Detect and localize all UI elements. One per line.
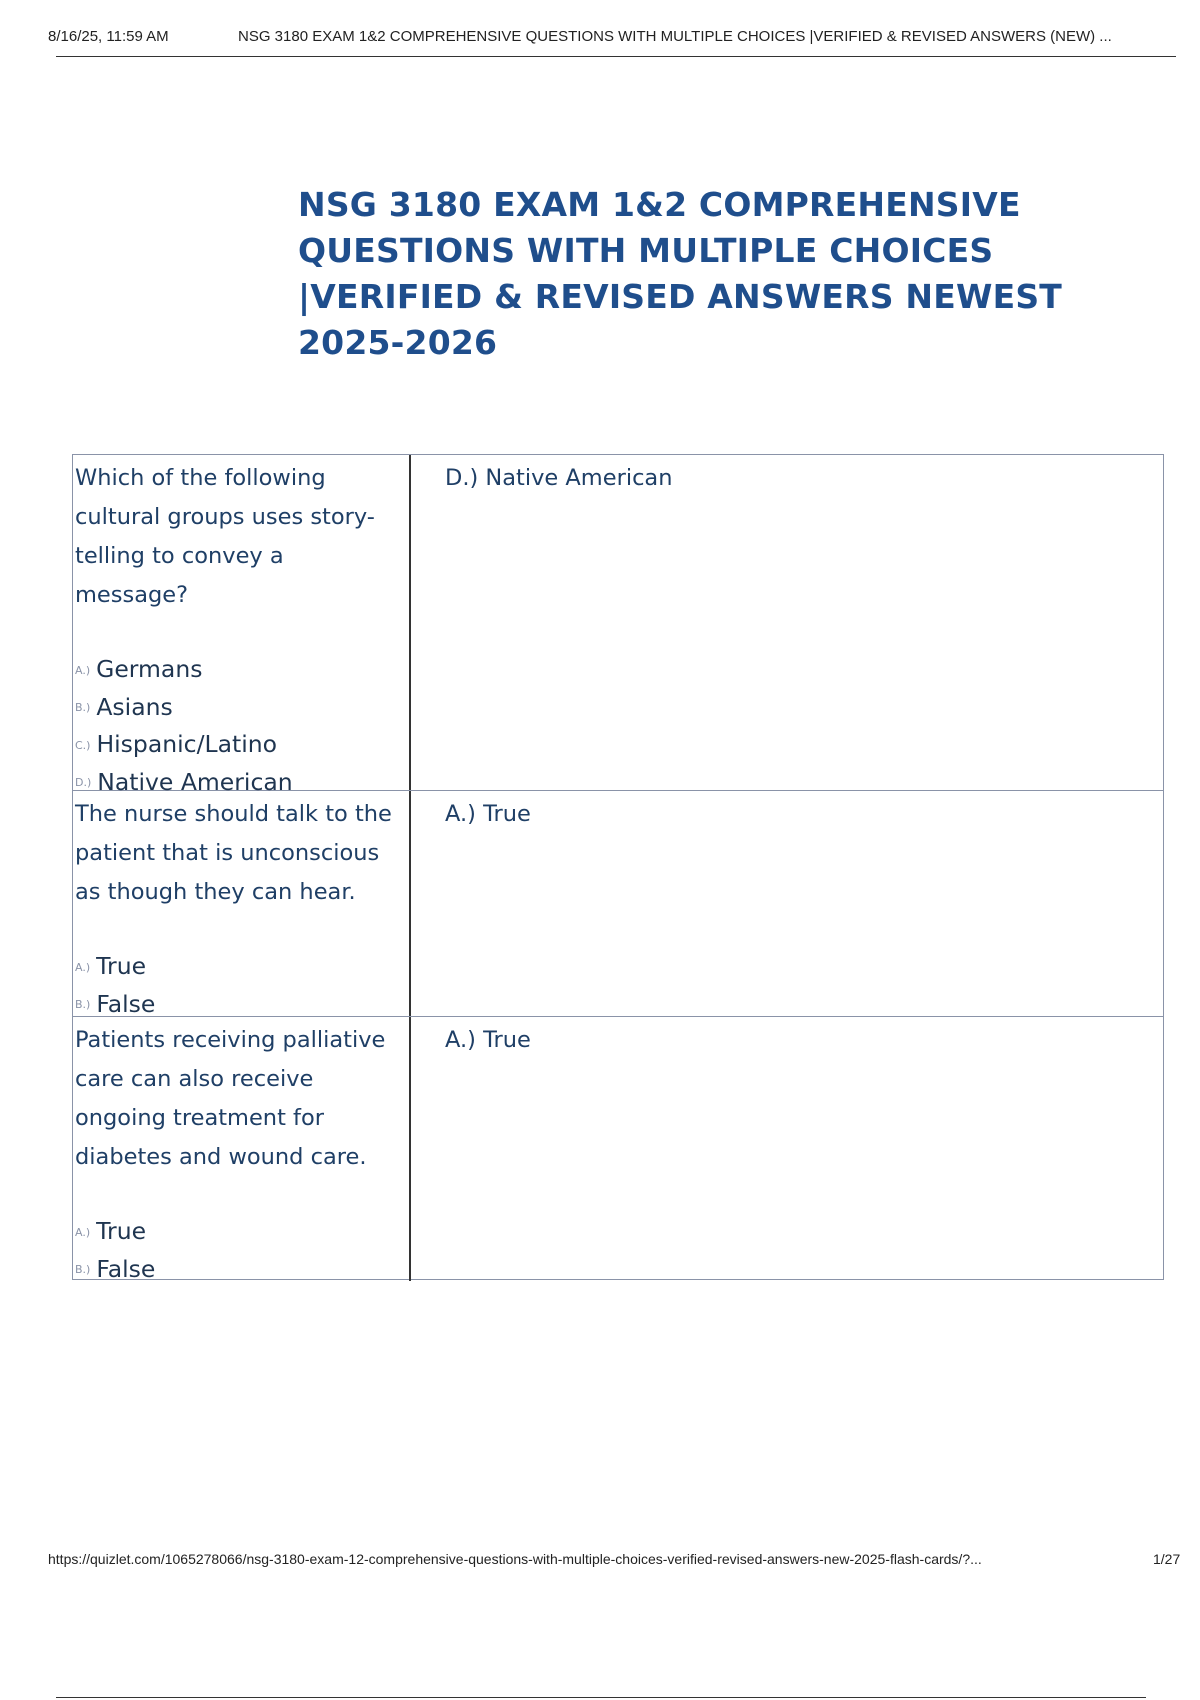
question-cell xyxy=(73,455,411,796)
print-page-title: NSG 3180 EXAM 1&2 COMPREHENSIVE QUESTIONS WITH MULTIPLE CHOICES |VERIFIED & REVISED ANSWERS (NEW) ... xyxy=(238,28,1112,45)
question-cell xyxy=(73,1017,411,1281)
print-date: 8/16/25, 11:59 AM xyxy=(48,28,169,45)
table-row xyxy=(73,1017,1163,1281)
page-url: https://quizlet.com/1065278066/nsg-3180-exam-12-comprehensive-questions-with-multiple-choices-verified-revised-answers-new-2025-flash-cards/?... xyxy=(48,1551,982,1567)
choice-item xyxy=(75,726,403,764)
choice-letter: A.) xyxy=(75,960,91,974)
choice-letter: B.) xyxy=(75,1263,91,1276)
question-cell xyxy=(73,791,411,1016)
choice-list xyxy=(75,1213,403,1288)
table-row xyxy=(73,455,1163,796)
choice-item xyxy=(75,1251,403,1289)
answer-cell: A.) True xyxy=(445,1027,531,1053)
choice-list xyxy=(75,651,403,801)
question-text: Patients receiving palliative care can also receive ongoing treatment for diabetes and wound care. xyxy=(75,1027,386,1170)
choice-text: Hispanic/Latino xyxy=(96,730,277,758)
choice-text: Native American xyxy=(97,767,293,796)
choice-text: False xyxy=(96,1254,156,1283)
footer-divider xyxy=(56,1697,1146,1698)
header-divider xyxy=(56,56,1176,57)
choice-item xyxy=(75,689,403,727)
question-text: The nurse should talk to the patient that is unconscious as though they can hear. xyxy=(75,801,392,905)
choice-item xyxy=(75,948,403,986)
choice-text: True xyxy=(96,1217,147,1245)
table-row xyxy=(73,791,1163,1017)
page-number: 1/27 xyxy=(1153,1551,1181,1567)
choice-letter: C.) xyxy=(75,738,91,752)
document-heading: NSG 3180 EXAM 1&2 COMPREHENSIVE QUESTIONS WITH MULTIPLE CHOICES |VERIFIED & REVISED ANSWERS NEWEST 2025-2026 xyxy=(298,185,1063,362)
answer-cell: D.) Native American xyxy=(445,465,673,491)
choice-item xyxy=(75,1213,403,1251)
question-text: Which of the following cultural groups uses story-telling to convey a message? xyxy=(75,465,375,608)
choice-text: False xyxy=(96,989,156,1018)
choice-list xyxy=(75,948,403,1023)
flashcard-table xyxy=(72,454,1164,1283)
choice-letter: A.) xyxy=(75,1225,91,1239)
choice-letter: B.) xyxy=(75,998,91,1011)
choice-item xyxy=(75,651,403,689)
choice-text: Asians xyxy=(96,692,173,721)
choice-letter: B.) xyxy=(75,701,91,714)
choice-letter: A.) xyxy=(75,663,91,677)
choice-text: True xyxy=(96,952,147,980)
choice-text: Germans xyxy=(96,655,203,683)
choice-letter: D.) xyxy=(75,776,92,789)
answer-cell: A.) True xyxy=(445,801,531,827)
